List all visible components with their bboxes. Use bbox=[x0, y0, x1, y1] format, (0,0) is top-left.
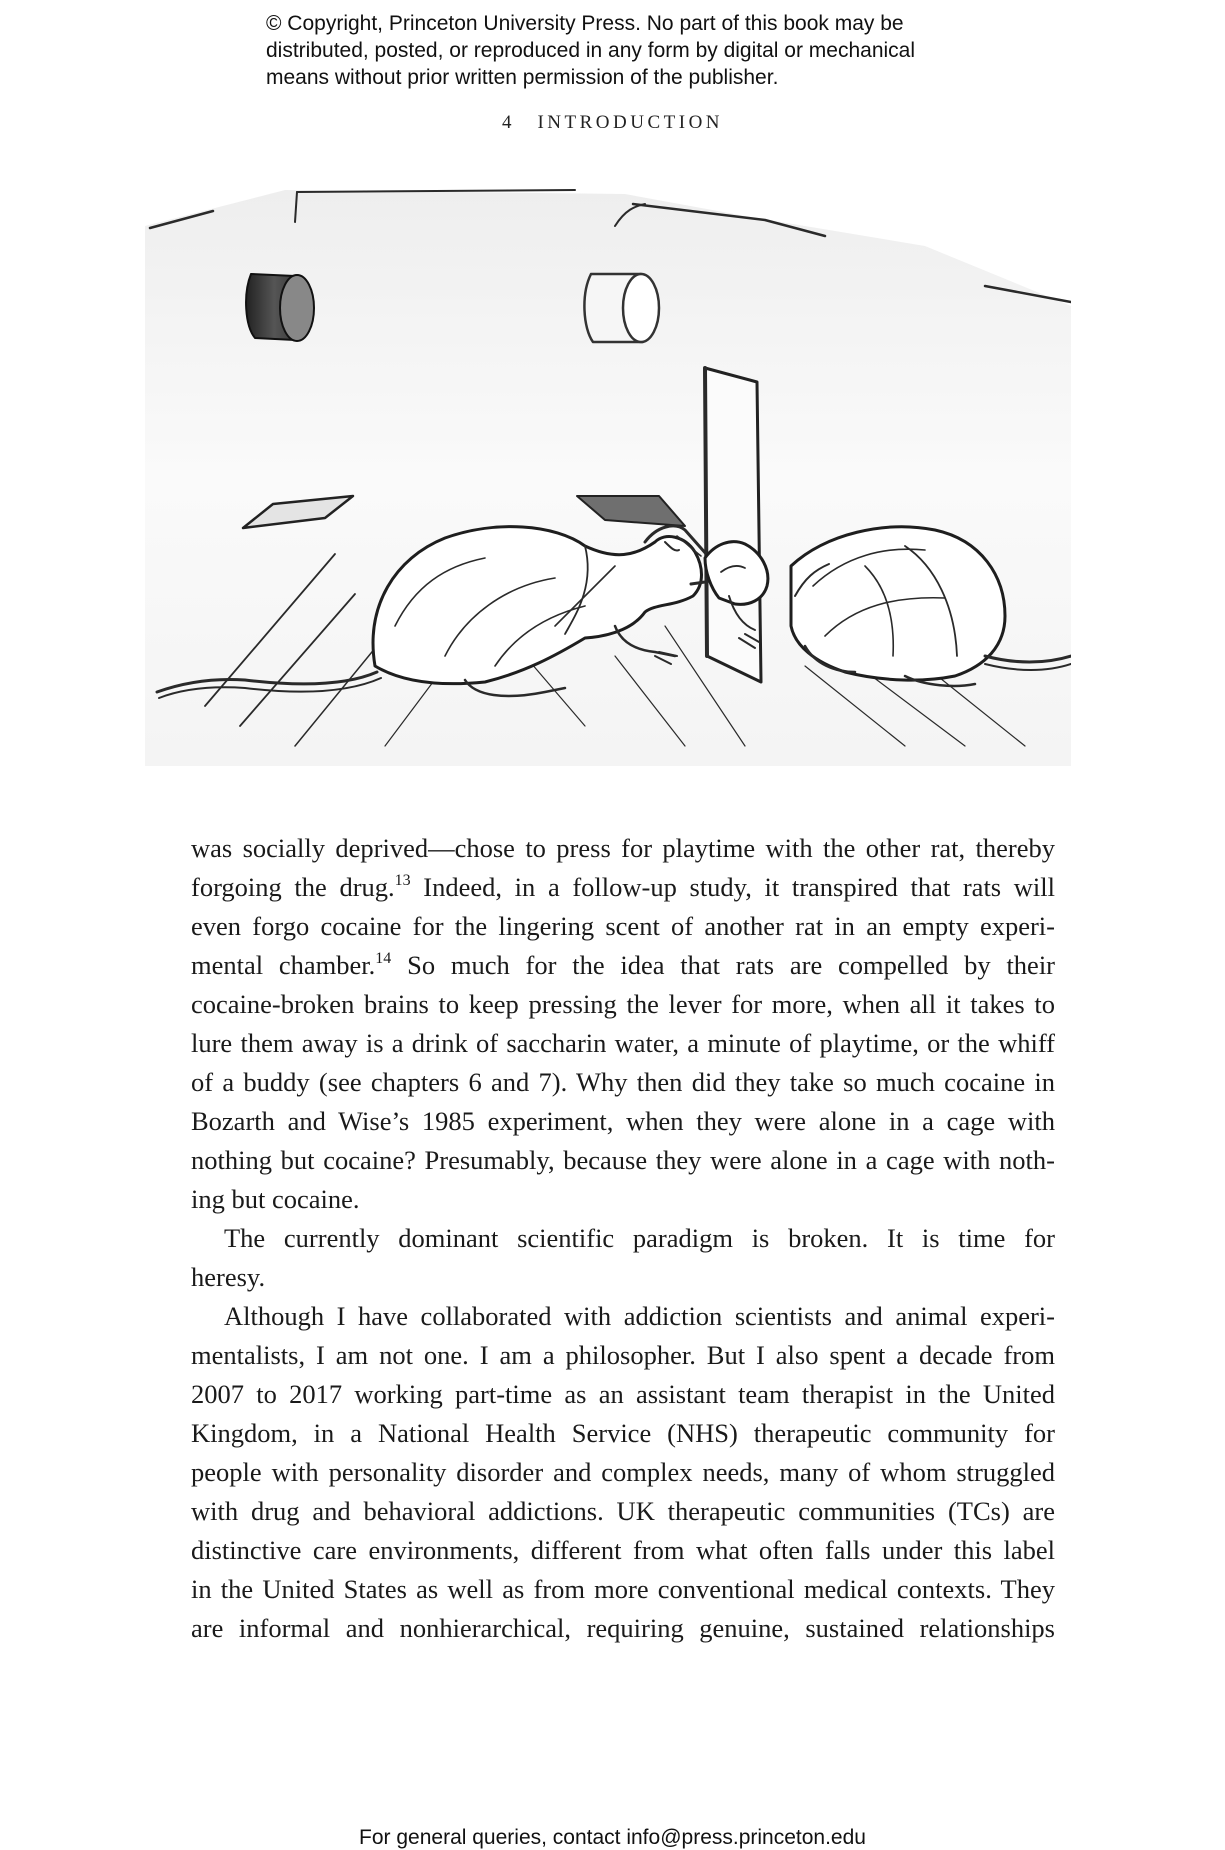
text-line: lure them away is a drink of saccharin water, a minute of playtime, or the whiff bbox=[191, 1028, 1055, 1058]
footnote-ref[interactable]: 13 bbox=[394, 872, 411, 889]
text-line: Kingdom, in a National Health Service (NHS) therapeutic community for bbox=[191, 1418, 1055, 1448]
text-line: are informal and nonhierarchical, requiring genuine, sustained relationships bbox=[191, 1613, 1055, 1643]
text-line: heresy. bbox=[191, 1262, 266, 1292]
text-line: Bozarth and Wise’s 1985 experiment, when they were alone in a cage with bbox=[191, 1106, 1055, 1136]
body-text bbox=[191, 829, 1055, 1648]
page-number: 4 bbox=[501, 112, 512, 133]
text-line: mentalists, I am not one. I am a philosopher. But I also spent a decade from bbox=[191, 1340, 1055, 1370]
copyright-notice bbox=[266, 10, 1026, 91]
text-line: forgoing the drug.$^{13}$ Indeed, in a follow-up study, it transpired that rats will bbox=[191, 872, 1055, 902]
copyright-line: distributed, posted, or reproduced in any form by digital or mechanical bbox=[266, 39, 916, 62]
running-head bbox=[0, 112, 1225, 134]
text-line: with drug and behavioral addictions. UK therapeutic communities (TCs) are bbox=[191, 1496, 1055, 1526]
text-line: distinctive care environments, different from what often falls under this label bbox=[191, 1535, 1055, 1565]
footnote-ref[interactable]: 14 bbox=[375, 950, 392, 967]
text-line: mental chamber.$^{14}$ So much for the idea that rats are compelled by their bbox=[191, 950, 1056, 980]
text-line: even forgo cocaine for the lingering scent of another rat in an empty experi- bbox=[191, 911, 1055, 941]
text-line: in the United States as well as from more conventional medical contexts. They bbox=[191, 1574, 1055, 1604]
text-line: was socially deprived—chose to press for playtime with the other rat, thereby bbox=[191, 833, 1055, 863]
illustration-rat-mirror-chamber bbox=[145, 186, 1071, 766]
text-line: of a buddy (see chapters 6 and 7). Why then did they take so much cocaine in bbox=[191, 1067, 1055, 1097]
text-line: The currently dominant scientific paradigm is broken. It is time for bbox=[224, 1223, 1055, 1253]
text-line: 2007 to 2017 working part-time as an assistant team therapist in the United bbox=[191, 1379, 1055, 1409]
text-line: people with personality disorder and complex needs, many of whom struggled bbox=[191, 1457, 1055, 1487]
text-line: Although I have collaborated with addiction scientists and animal experi- bbox=[224, 1301, 1055, 1331]
chapter-title: INTRODUCTION bbox=[537, 112, 724, 133]
text-line: nothing but cocaine? Presumably, because they were alone in a cage with noth- bbox=[191, 1145, 1055, 1175]
copyright-line: © Copyright, Princeton University Press. No part of this book may be bbox=[266, 12, 904, 35]
copyright-line: means without prior written permission of the publisher. bbox=[266, 66, 779, 89]
text-line: ing but cocaine. bbox=[191, 1184, 360, 1214]
footer-contact: For general queries, contact info@press.princeton.edu bbox=[359, 1826, 866, 1849]
text-line: cocaine-broken brains to keep pressing the lever for more, when all it takes to bbox=[191, 989, 1055, 1019]
